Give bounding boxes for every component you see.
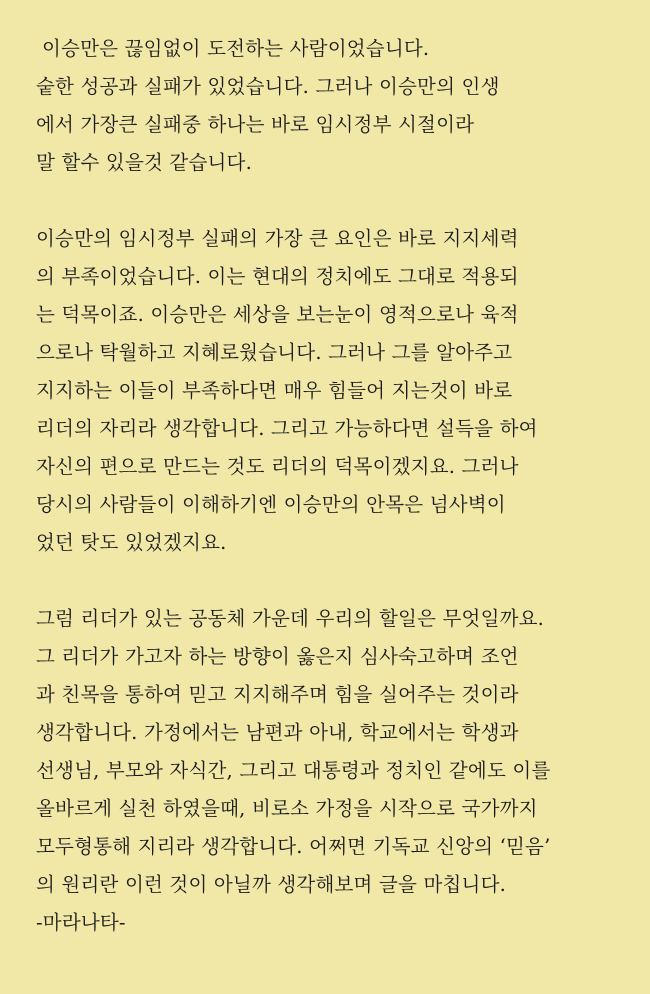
text-line: 에서 가장큰 실패중 하나는 바로 임시정부 시절이라	[36, 113, 475, 136]
text-line: 모두형통해 지리라 생각합니다. 어쩌면 기독교 신앙의 ‘믿음’	[36, 835, 551, 858]
paragraph-3	[36, 600, 640, 904]
essay-text	[36, 30, 640, 942]
text-line: 그럼 리더가 있는 공동체 가운데 우리의 할일은 무엇일까요.	[36, 607, 545, 630]
text-line: 의 원리란 이런 것이 아닐까 생각해보며 글을 마칩니다.	[36, 873, 507, 896]
text-line: 숱한 성공과 실패가 있었습니다. 그러나 이승만의 인생	[36, 75, 500, 98]
text-line: 었던 탓도 있었겠지요.	[36, 531, 227, 554]
text-line: 당시의 사람들이 이해하기엔 이승만의 안목은 넘사벽이	[36, 493, 506, 516]
text-line: 는 덕목이죠. 이승만은 세상을 보는눈이 영적으로나 육적	[36, 303, 519, 326]
text-line: 말 할수 있을것 같습니다.	[36, 151, 252, 174]
text-line: 지지하는 이들이 부족하다면 매우 힘들어 지는것이 바로	[36, 379, 513, 402]
paragraph-gap	[36, 182, 640, 220]
text-line: 리더의 자리라 생각합니다. 그리고 가능하다면 설득을 하여	[36, 417, 538, 440]
text-line: 과 친목을 통하여 믿고 지지해주며 힘을 실어주는 것이라	[36, 683, 519, 706]
signature: -마라나타-	[36, 911, 126, 934]
text-line: 그 리더가 가고자 하는 방향이 옳은지 심사숙고하며 조언	[36, 645, 519, 668]
text-line: 이승만의 임시정부 실패의 가장 큰 요인은 바로 지지세력	[36, 227, 519, 250]
paragraph-2	[36, 220, 640, 562]
paragraph-1	[36, 30, 640, 182]
text-line: 으로나 탁월하고 지혜로웠습니다. 그러나 그를 알아주고	[36, 341, 513, 364]
text-line: 이승만은 끊임없이 도전하는 사람이었습니다.	[42, 37, 430, 60]
text-line: 자신의 편으로 만드는 것도 리더의 덕목이겠지요. 그러나	[36, 455, 519, 478]
text-line: 의 부족이었습니다. 이는 현대의 정치에도 그대로 적용되	[36, 265, 519, 288]
text-line: 선생님, 부모와 자식간, 그리고 대통령과 정치인 같에도 이를	[36, 759, 551, 782]
text-line: 생각합니다. 가정에서는 남편과 아내, 학교에서는 학생과	[36, 721, 519, 744]
paragraph-gap	[36, 562, 640, 600]
text-line: 올바르게 실천 하였을때, 비로소 가정을 시작으로 국가까지	[36, 797, 538, 820]
